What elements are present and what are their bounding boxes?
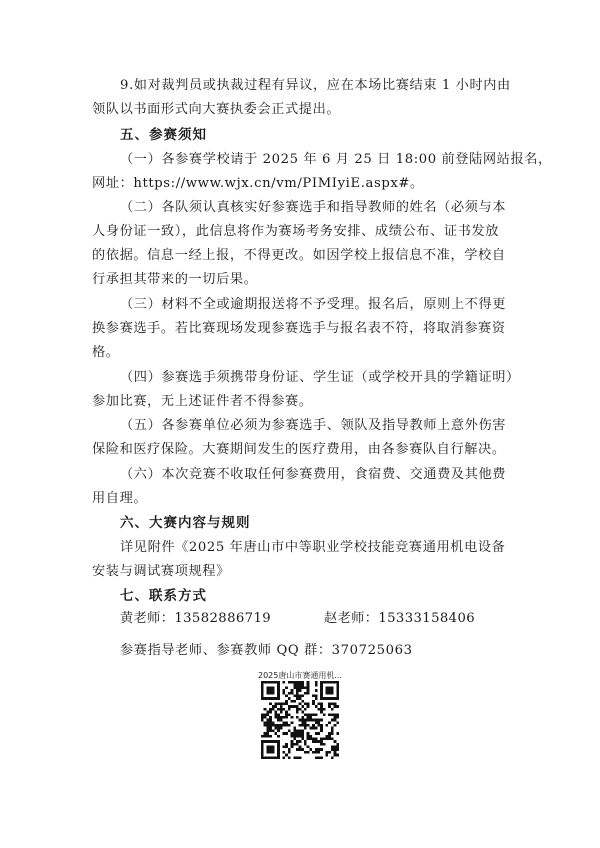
s5-p2-l3: 的依据。信息一经上报，不得更改。如因学校上报信息不准，学校自 <box>92 248 506 263</box>
section7-heading: 七、联系方式 <box>120 588 207 604</box>
s5-p6-l2: 用自理。 <box>92 491 148 506</box>
s5-p1-l2: 网址：https://www.wjx.cn/vm/PIMIyiE.aspx#。 <box>92 176 424 191</box>
item9-line2: 领队以书面形式向大赛执委会正式提出。 <box>92 102 341 117</box>
contact-zhao: 赵老师：15333158406 <box>324 611 476 626</box>
s5-p2-l4: 行承担其带来的一切后果。 <box>92 272 258 287</box>
s5-p2-l2: 人身份证一致），此信息将作为赛场考务安排、成绩公布、证书发放 <box>92 224 500 239</box>
s5-p3-l2: 换参赛选手。若比赛现场发现参赛选手与报名表不符，将取消参赛资 <box>92 321 506 336</box>
item9-line1: 9.如对裁判员或执裁过程有异议，应在本场比赛结束 1 小时内由 <box>120 78 511 93</box>
s5-p2-l1: （二）各队须认真核实好参赛选手和指导教师的姓名（必须与本 <box>120 200 507 215</box>
s5-p5-l1: （五）各参赛单位必须为参赛选手、领队及指导教师上意外伤害 <box>120 418 507 433</box>
s5-p6-l1: （六）本次竞赛不收取任何参赛费用，食宿费、交通费及其他费 <box>120 467 507 482</box>
contact-huang: 黄老师：13582886719 <box>120 611 272 626</box>
s5-p4-l1: （四）参赛选手须携带身份证、学生证（或学校开具的学籍证明） <box>120 370 520 385</box>
s6-l1: 详见附件《2025 年唐山市中等职业学校技能竞赛通用机电设备 <box>120 540 506 555</box>
section5-heading: 五、参赛须知 <box>120 127 207 143</box>
s5-p3-l3: 格。 <box>92 345 120 360</box>
s6-l2: 安装与调试赛项规程》 <box>92 564 230 579</box>
s5-p5-l2: 保险和医疗保险。大赛期间发生的医疗费用，由各参赛队自行解决。 <box>92 442 506 457</box>
qr-caption: 2025唐山市赛通用机... <box>258 671 342 680</box>
s5-p3-l1: （三）材料不全或逾期报送将不予受理。报名后，原则上不得更 <box>120 297 507 312</box>
s5-p4-l2: 参加比赛，无上述证件者不得参赛。 <box>92 394 313 409</box>
s5-p1-l1: （一）各参赛学校请于 2025 年 6 月 25 日 18:00 前登陆网站报名， <box>120 152 552 167</box>
qr-code-icon[interactable] <box>261 681 339 759</box>
section6-heading: 六、大赛内容与规则 <box>120 515 251 531</box>
qq-group: 参赛指导老师、参赛教师 QQ 群：370725063 <box>120 643 413 658</box>
